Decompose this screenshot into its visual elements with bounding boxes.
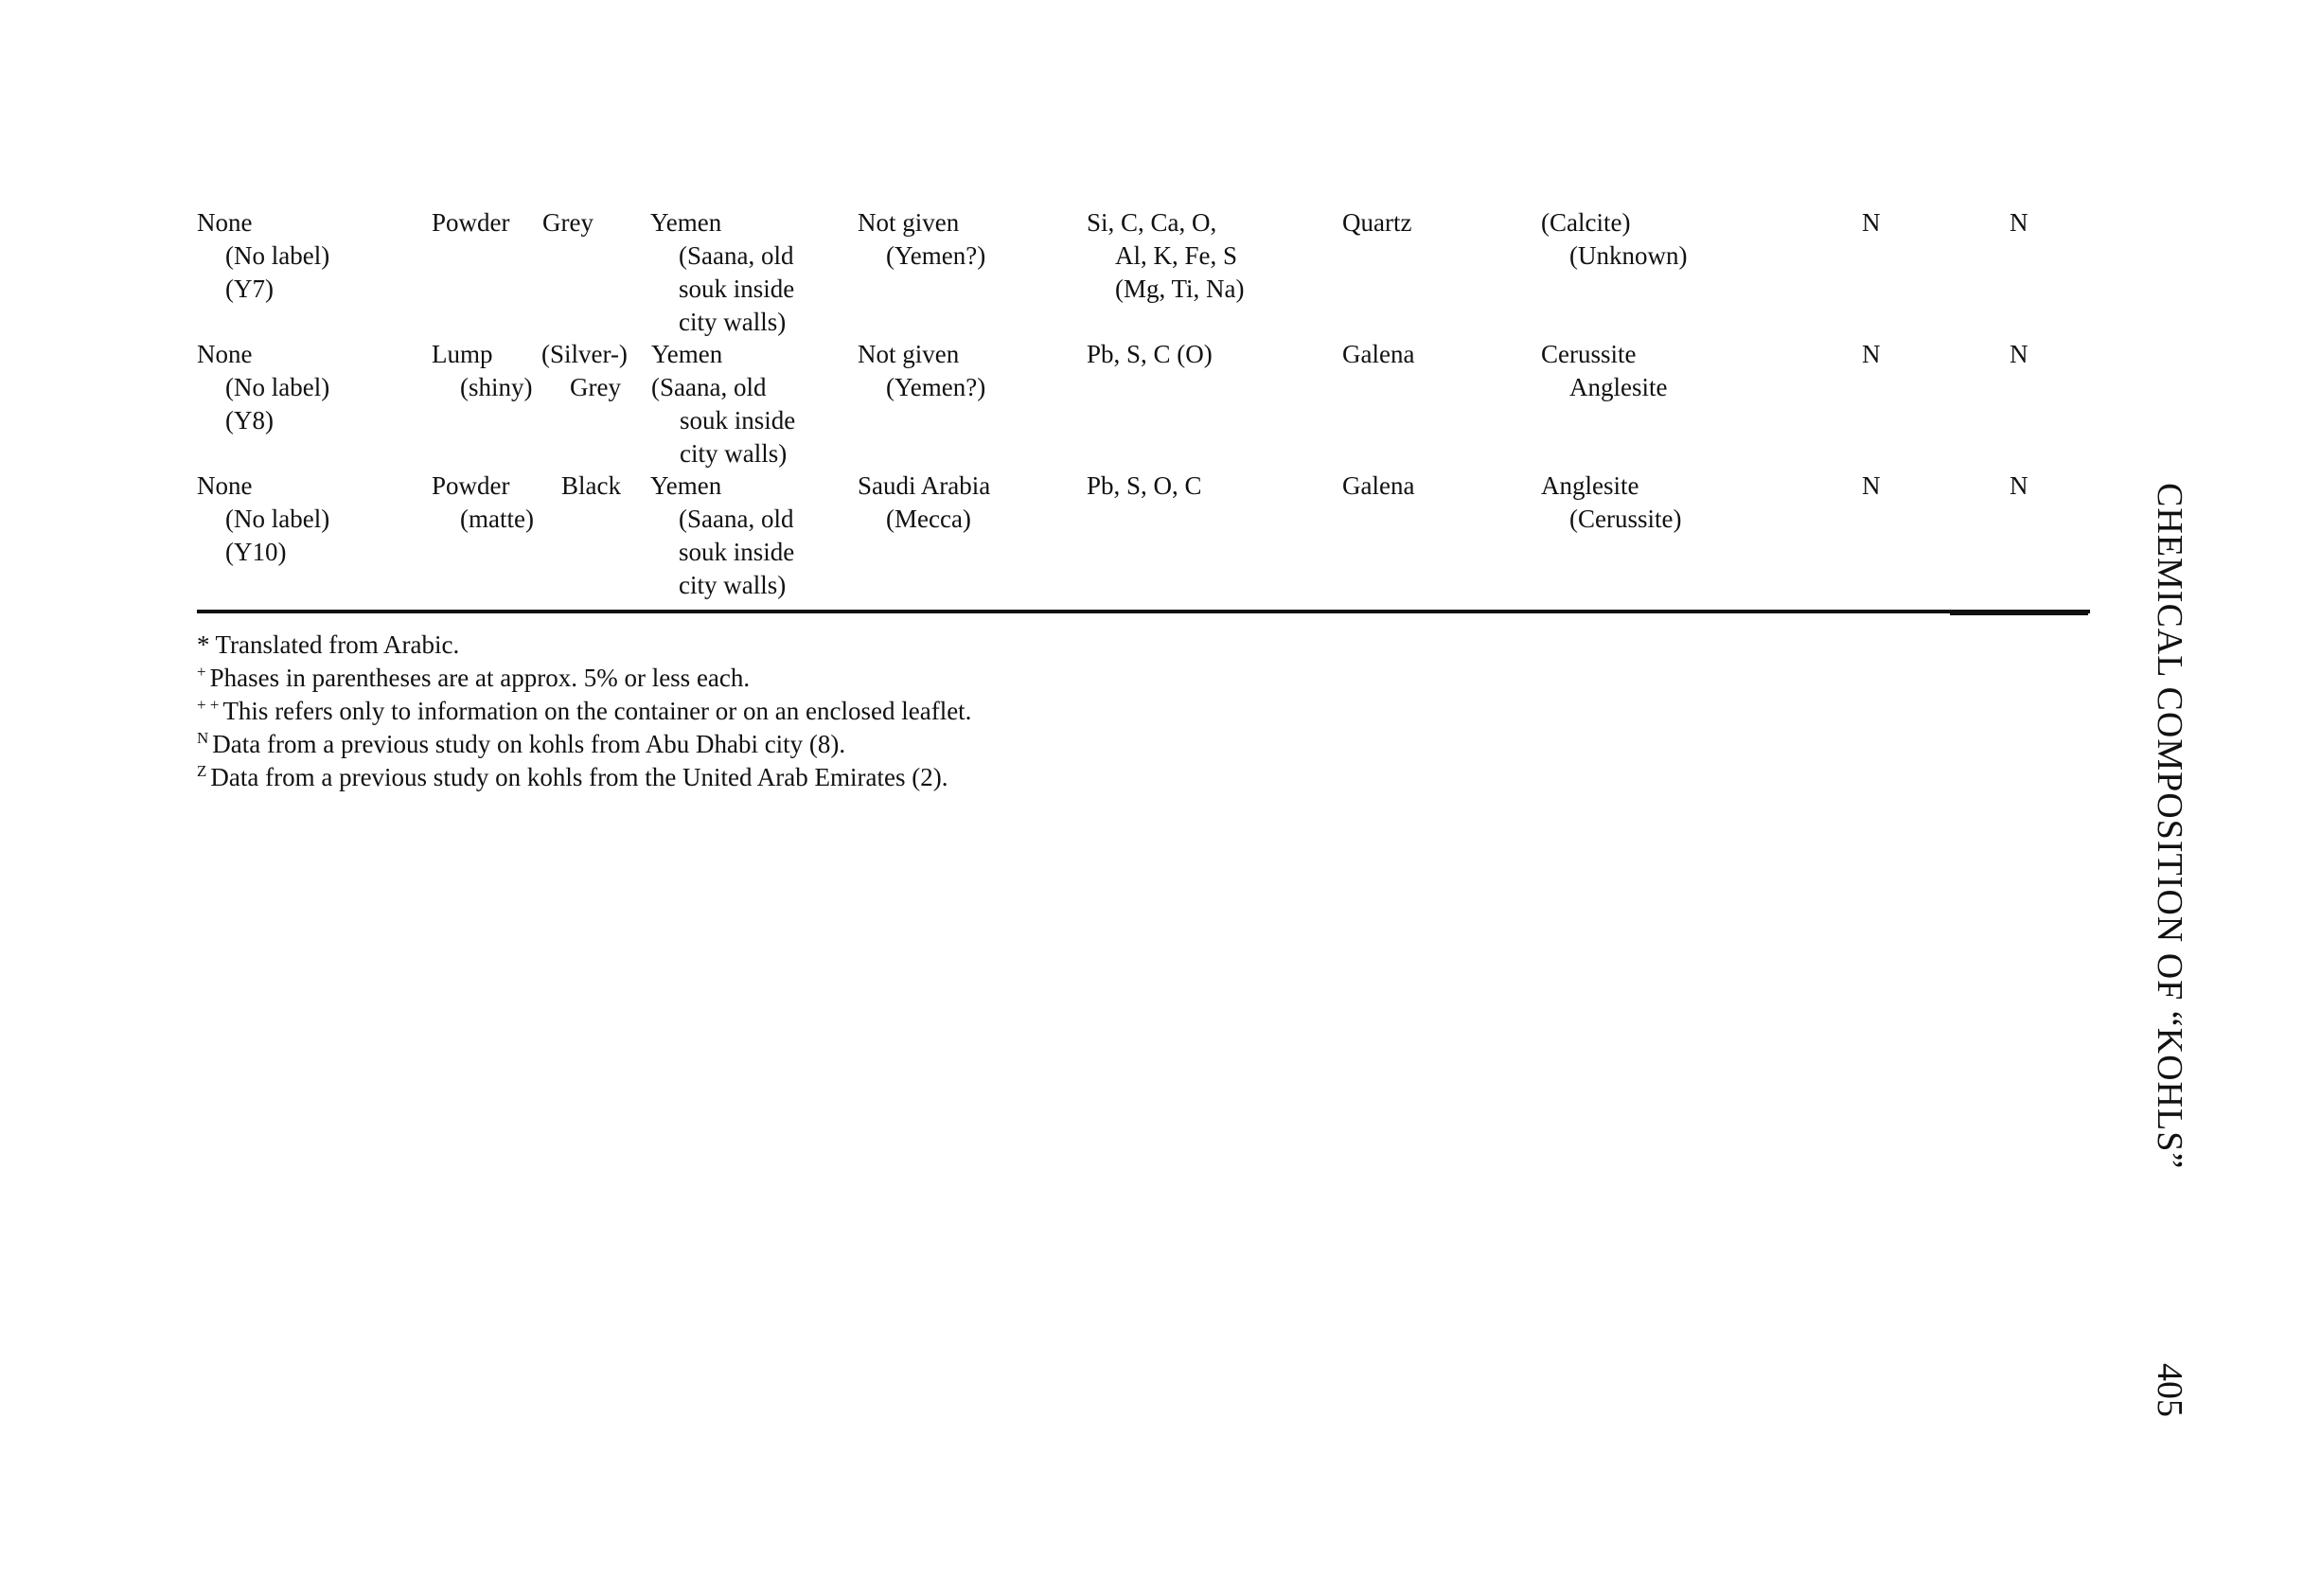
manufacturer-cell: Not given (Yemen?) bbox=[858, 208, 986, 270]
footnote bbox=[197, 629, 971, 662]
footnote-text: Data from a previous study on kohls from Abu Dhabi city (8). bbox=[212, 730, 846, 758]
footnote bbox=[197, 695, 971, 728]
table-bottom-rule bbox=[197, 610, 2090, 613]
colour-cell: Black bbox=[561, 471, 621, 500]
kohl-name-cell: None (No label) (Y8) bbox=[197, 340, 330, 434]
reference-n-cell: N bbox=[1862, 340, 1881, 368]
major-phases-cell: Quartz bbox=[1342, 208, 1412, 237]
footnote-text: Translated from Arabic. bbox=[215, 630, 460, 659]
footnote-mark: + bbox=[197, 663, 206, 681]
footnote bbox=[197, 761, 971, 794]
footnote-mark: + + bbox=[197, 696, 220, 714]
colour-cell: (Silver-) Grey bbox=[541, 340, 628, 401]
minor-phases-cell: Cerussite Anglesite bbox=[1541, 340, 1668, 401]
elements-cell: Pb, S, O, C bbox=[1087, 471, 1202, 500]
colour-cell: Grey bbox=[542, 208, 593, 237]
footnote-mark: N bbox=[197, 729, 209, 747]
origin-cell: Yemen (Saana, old souk inside city walls) bbox=[650, 208, 795, 336]
reference-n-cell: N bbox=[1862, 471, 1881, 500]
page-number bbox=[2147, 1363, 2200, 1439]
footnote-mark: * bbox=[197, 630, 210, 659]
elements-cell: Pb, S, C (O) bbox=[1087, 340, 1213, 368]
footnote-text: This refers only to information on the container or on an enclosed leaflet. bbox=[222, 697, 972, 725]
major-phases-cell: Galena bbox=[1342, 340, 1415, 368]
reference-n-cell: N bbox=[1862, 208, 1881, 237]
origin-cell: Yemen (Saana, old souk inside city walls) bbox=[651, 340, 796, 468]
origin-cell: Yemen (Saana, old souk inside city walls) bbox=[650, 471, 795, 599]
kohl-name-cell: None (No label) (Y10) bbox=[197, 471, 330, 566]
major-phases-cell: Galena bbox=[1342, 471, 1415, 500]
reference-n-cell: N bbox=[2010, 340, 2028, 368]
page-number-text: 405 bbox=[2150, 1363, 2189, 1417]
kohl-name-cell: None (No label) (Y7) bbox=[197, 208, 330, 303]
reference-n-cell: N bbox=[2010, 208, 2028, 237]
elements-cell: Si, C, Ca, O, Al, K, Fe, S (Mg, Ti, Na) bbox=[1087, 208, 1245, 303]
table-bottom-rule-extension bbox=[1950, 613, 2088, 615]
manufacturer-cell: Saudi Arabia (Mecca) bbox=[858, 471, 991, 533]
minor-phases-cell: Anglesite (Cerussite) bbox=[1541, 471, 1682, 533]
table-footnotes bbox=[197, 629, 971, 794]
running-head bbox=[2147, 483, 2200, 1170]
manufacturer-cell: Not given (Yemen?) bbox=[858, 340, 986, 401]
footnote-text: Data from a previous study on kohls from the United Arab Emirates (2). bbox=[210, 763, 948, 791]
form-cell: Lump (shiny) bbox=[432, 340, 533, 401]
minor-phases-cell: (Calcite) (Unknown) bbox=[1541, 208, 1688, 270]
footnote bbox=[197, 728, 971, 761]
reference-n-cell: N bbox=[2010, 471, 2028, 500]
running-head-text: CHEMICAL COMPOSITION OF “KOHLS” bbox=[2150, 483, 2189, 1170]
form-cell: Powder bbox=[432, 208, 510, 237]
footnote bbox=[197, 662, 971, 695]
form-cell: Powder (matte) bbox=[432, 471, 534, 533]
footnote-mark: Z bbox=[197, 762, 207, 780]
footnote-text: Phases in parentheses are at approx. 5% or less each. bbox=[209, 664, 751, 692]
